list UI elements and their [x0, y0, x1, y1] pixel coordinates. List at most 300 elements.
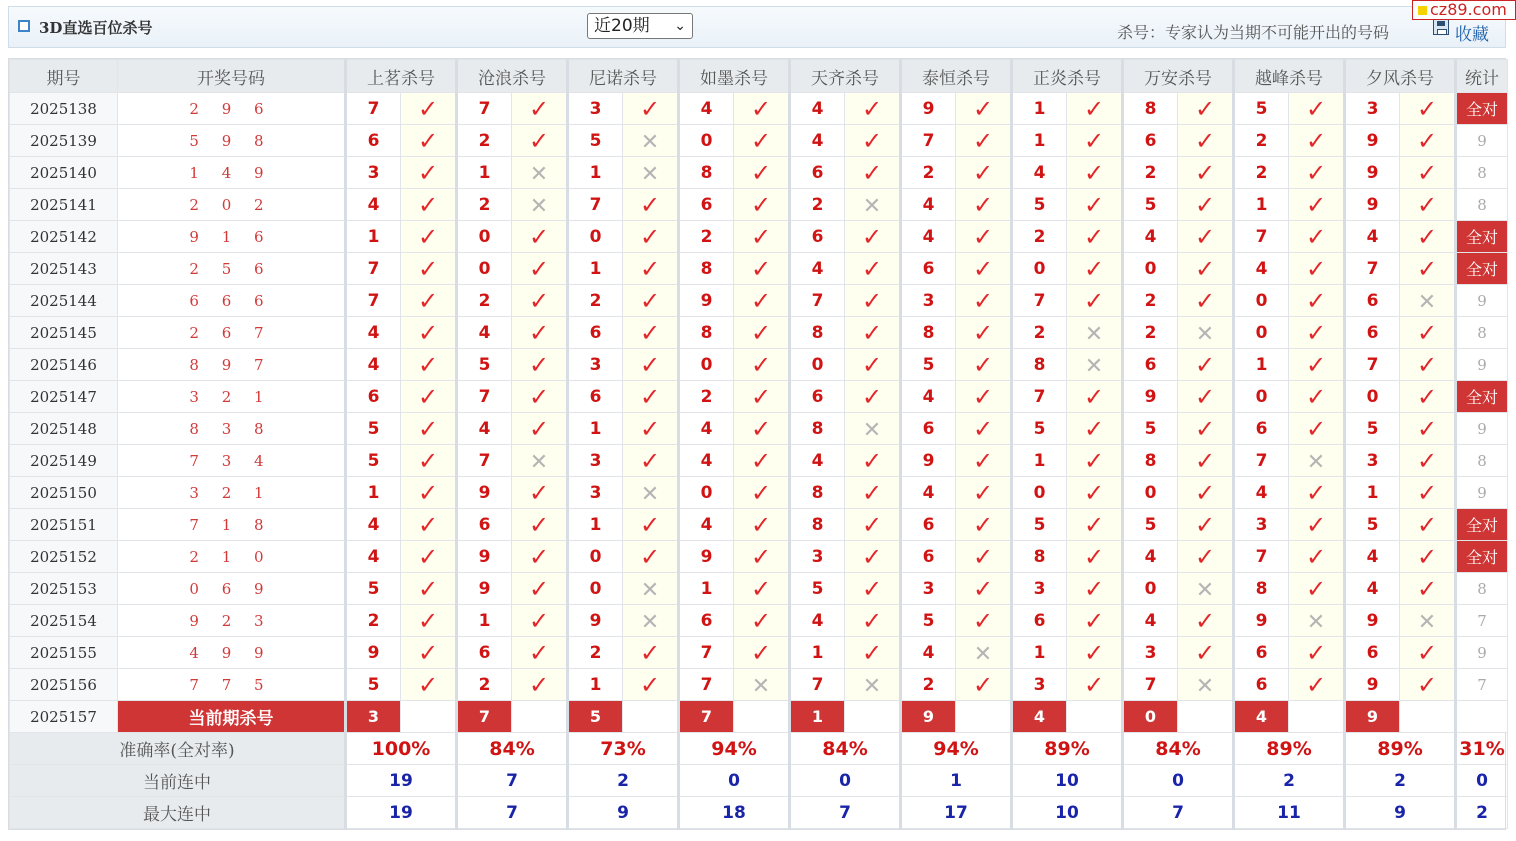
check-icon: ✓	[639, 638, 661, 667]
check-icon: ✓	[1305, 254, 1327, 283]
kill-number-cell: 3	[1012, 573, 1067, 605]
badge-square-icon	[1418, 6, 1427, 15]
kill-number-cell: 3	[1234, 509, 1289, 541]
kill-number-cell: 2	[346, 605, 401, 637]
summary-label: 准确率(全对率)	[10, 733, 346, 765]
result-mark-cell	[623, 285, 679, 317]
summary-value: 17	[901, 797, 1012, 829]
check-icon: ✓	[1305, 638, 1327, 667]
kill-number-cell: 6	[1123, 125, 1178, 157]
result-mark-cell	[401, 669, 457, 701]
result-mark-cell	[623, 349, 679, 381]
result-mark-cell	[1289, 93, 1345, 125]
check-icon: ✓	[417, 158, 439, 187]
kill-number-cell: 1	[790, 637, 845, 669]
result-mark-cell	[1067, 477, 1123, 509]
result-mark-cell	[623, 477, 679, 509]
result-mark-cell	[1400, 509, 1456, 541]
check-icon: ✓	[750, 254, 772, 283]
result-mark-cell	[1178, 637, 1234, 669]
kill-number-cell: 5	[1012, 509, 1067, 541]
kill-number-cell: 1	[457, 157, 512, 189]
result-mark-cell	[401, 93, 457, 125]
current-kill-number: 5	[568, 701, 623, 733]
result-mark-cell	[1178, 349, 1234, 381]
kill-number-cell: 8	[679, 317, 734, 349]
col-header-draw: 开奖号码	[118, 60, 346, 93]
check-icon: ✓	[417, 414, 439, 443]
kill-number-cell: 6	[1234, 669, 1289, 701]
result-mark-cell	[956, 669, 1012, 701]
stat-cell: 8	[1456, 573, 1508, 605]
kill-number-cell: 4	[346, 189, 401, 221]
check-icon: ✓	[528, 510, 550, 539]
result-mark-cell	[956, 477, 1012, 509]
result-mark-cell	[956, 381, 1012, 413]
check-icon: ✓	[639, 222, 661, 251]
kill-number-cell: 5	[901, 349, 956, 381]
check-icon: ✓	[1416, 670, 1438, 699]
result-mark-cell	[1067, 317, 1123, 349]
result-mark-cell	[1178, 285, 1234, 317]
kill-number-cell: 9	[679, 285, 734, 317]
result-mark-cell	[1289, 605, 1345, 637]
result-mark-cell	[1067, 157, 1123, 189]
check-icon: ✓	[639, 286, 661, 315]
result-mark-cell	[1289, 253, 1345, 285]
col-header-expert: 夕风杀号	[1345, 60, 1456, 93]
cross-icon: ✕	[1195, 673, 1215, 699]
check-icon: ✓	[1194, 382, 1216, 411]
current-blank-cell	[845, 701, 901, 733]
period-select[interactable]	[587, 13, 693, 39]
result-mark-cell	[512, 573, 568, 605]
kill-number-cell: 8	[790, 317, 845, 349]
check-icon: ✓	[528, 286, 550, 315]
kill-number-cell: 0	[1123, 253, 1178, 285]
kill-number-cell: 5	[1345, 413, 1400, 445]
kill-number-cell: 7	[790, 669, 845, 701]
stat-cell: 8	[1456, 157, 1508, 189]
current-kill-number: 7	[679, 701, 734, 733]
cross-icon: ✕	[640, 577, 660, 603]
result-mark-cell	[734, 381, 790, 413]
result-mark-cell	[1289, 125, 1345, 157]
table-row	[10, 317, 1508, 349]
result-mark-cell	[401, 637, 457, 669]
check-icon: ✓	[1416, 222, 1438, 251]
kill-number-cell: 0	[679, 349, 734, 381]
kill-number-cell: 6	[1012, 605, 1067, 637]
favorite-link[interactable]: 收藏	[1455, 25, 1489, 45]
result-mark-cell	[1400, 381, 1456, 413]
kill-number-cell: 4	[901, 221, 956, 253]
summary-row	[10, 797, 1508, 829]
stat-cell: 9	[1456, 349, 1508, 381]
result-mark-cell	[623, 541, 679, 573]
cross-icon: ✕	[1417, 289, 1437, 315]
result-mark-cell	[734, 637, 790, 669]
cross-icon: ✕	[862, 193, 882, 219]
check-icon: ✓	[528, 350, 550, 379]
check-icon: ✓	[1416, 446, 1438, 475]
summary-value: 84%	[1123, 733, 1234, 765]
check-icon: ✓	[1416, 542, 1438, 571]
result-mark-cell	[734, 669, 790, 701]
site-badge[interactable]: cz89.com	[1412, 0, 1516, 20]
kill-number-cell: 8	[1234, 573, 1289, 605]
page-title: 3D直选百位杀号	[39, 19, 153, 37]
table-row	[10, 669, 1508, 701]
kill-number-cell: 5	[1345, 509, 1400, 541]
kill-number-cell: 0	[1345, 381, 1400, 413]
kill-number-cell: 6	[457, 509, 512, 541]
check-icon: ✓	[1305, 670, 1327, 699]
result-mark-cell	[1400, 445, 1456, 477]
kill-number-cell: 7	[679, 637, 734, 669]
summary-value: 2	[568, 765, 679, 797]
check-icon: ✓	[417, 382, 439, 411]
kill-number-cell: 9	[457, 477, 512, 509]
result-mark-cell	[956, 253, 1012, 285]
result-mark-cell	[734, 541, 790, 573]
draw-number-cell: 2 1 0	[118, 541, 346, 573]
table-row	[10, 221, 1508, 253]
result-mark-cell	[512, 605, 568, 637]
result-mark-cell	[401, 253, 457, 285]
kill-number-cell: 8	[790, 477, 845, 509]
check-icon: ✓	[1194, 286, 1216, 315]
result-mark-cell	[512, 253, 568, 285]
check-icon: ✓	[417, 190, 439, 219]
header-bar	[8, 6, 1506, 48]
current-blank-cell	[734, 701, 790, 733]
result-mark-cell	[956, 445, 1012, 477]
check-icon: ✓	[750, 126, 772, 155]
kill-number-cell: 1	[1234, 349, 1289, 381]
result-mark-cell	[1178, 509, 1234, 541]
check-icon: ✓	[750, 318, 772, 347]
kill-number-cell: 2	[1123, 317, 1178, 349]
kill-number-cell: 4	[790, 605, 845, 637]
kill-number-cell: 0	[457, 253, 512, 285]
kill-number-cell: 6	[1234, 637, 1289, 669]
result-mark-cell	[1178, 253, 1234, 285]
issue-cell: 2025139	[10, 125, 118, 157]
kill-number-cell: 4	[346, 349, 401, 381]
stat-cell: 7	[1456, 669, 1508, 701]
check-icon: ✓	[972, 94, 994, 123]
draw-number-cell: 6 6 6	[118, 285, 346, 317]
kill-number-cell: 6	[1123, 349, 1178, 381]
kill-number-cell: 4	[457, 413, 512, 445]
result-mark-cell	[1067, 189, 1123, 221]
result-mark-cell	[1289, 221, 1345, 253]
issue-cell: 2025149	[10, 445, 118, 477]
kill-number-cell: 8	[1012, 349, 1067, 381]
current-blank-cell	[1289, 701, 1345, 733]
result-mark-cell	[956, 221, 1012, 253]
result-mark-cell	[845, 253, 901, 285]
result-mark-cell	[1067, 253, 1123, 285]
check-icon: ✓	[1083, 126, 1105, 155]
result-mark-cell	[845, 413, 901, 445]
stat-cell: 全对	[1456, 509, 1508, 541]
check-icon: ✓	[1416, 158, 1438, 187]
check-icon: ✓	[639, 670, 661, 699]
check-icon: ✓	[528, 414, 550, 443]
kill-number-cell: 0	[1123, 573, 1178, 605]
check-icon: ✓	[972, 670, 994, 699]
current-kill-number: 3	[346, 701, 401, 733]
table-row	[10, 93, 1508, 125]
check-icon: ✓	[528, 94, 550, 123]
cross-icon: ✕	[1084, 321, 1104, 347]
summary-stat: 0	[1456, 765, 1508, 797]
result-mark-cell	[1067, 573, 1123, 605]
check-icon: ✓	[417, 446, 439, 475]
result-mark-cell	[512, 157, 568, 189]
kill-number-cell: 2	[568, 637, 623, 669]
summary-value: 7	[1123, 797, 1234, 829]
check-icon: ✓	[750, 350, 772, 379]
current-blank-cell	[401, 701, 457, 733]
check-icon: ✓	[417, 318, 439, 347]
check-icon: ✓	[528, 670, 550, 699]
kill-number-cell: 3	[346, 157, 401, 189]
result-mark-cell	[1178, 605, 1234, 637]
result-mark-cell	[1067, 413, 1123, 445]
check-icon: ✓	[1416, 126, 1438, 155]
check-icon: ✓	[972, 510, 994, 539]
result-mark-cell	[1289, 189, 1345, 221]
check-icon: ✓	[861, 606, 883, 635]
result-mark-cell	[401, 477, 457, 509]
kill-number-cell: 8	[679, 253, 734, 285]
result-mark-cell	[512, 477, 568, 509]
table-row	[10, 349, 1508, 381]
current-blank-cell	[512, 701, 568, 733]
check-icon: ✓	[750, 542, 772, 571]
cross-icon: ✕	[640, 129, 660, 155]
result-mark-cell	[845, 285, 901, 317]
kill-number-cell: 5	[457, 349, 512, 381]
draw-number-cell: 1 4 9	[118, 157, 346, 189]
draw-number-cell: 2 6 7	[118, 317, 346, 349]
result-mark-cell	[1400, 221, 1456, 253]
check-icon: ✓	[1305, 158, 1327, 187]
check-icon: ✓	[861, 158, 883, 187]
result-mark-cell	[512, 285, 568, 317]
kill-number-cell: 3	[568, 349, 623, 381]
check-icon: ✓	[1416, 254, 1438, 283]
cross-icon: ✕	[751, 673, 771, 699]
kill-number-cell: 7	[1345, 349, 1400, 381]
kill-number-cell: 9	[1234, 605, 1289, 637]
result-mark-cell	[956, 413, 1012, 445]
result-mark-cell	[956, 93, 1012, 125]
result-mark-cell	[512, 509, 568, 541]
summary-value: 94%	[901, 733, 1012, 765]
check-icon: ✓	[750, 446, 772, 475]
check-icon: ✓	[1083, 158, 1105, 187]
check-icon: ✓	[972, 446, 994, 475]
kill-number-cell: 5	[1012, 413, 1067, 445]
check-icon: ✓	[1416, 478, 1438, 507]
summary-value: 89%	[1345, 733, 1456, 765]
issue-cell: 2025140	[10, 157, 118, 189]
kill-number-cell: 6	[790, 221, 845, 253]
col-header-expert: 上茗杀号	[346, 60, 457, 93]
result-mark-cell	[401, 573, 457, 605]
summary-value: 89%	[1012, 733, 1123, 765]
table-header-row	[10, 60, 1508, 93]
result-mark-cell	[512, 413, 568, 445]
kill-number-cell: 4	[346, 509, 401, 541]
current-kill-number: 4	[1234, 701, 1289, 733]
result-mark-cell	[401, 125, 457, 157]
summary-value: 9	[1345, 797, 1456, 829]
kill-number-cell: 6	[901, 253, 956, 285]
result-mark-cell	[734, 285, 790, 317]
current-blank-cell	[1400, 701, 1456, 733]
kill-number-cell: 8	[1123, 445, 1178, 477]
result-mark-cell	[734, 605, 790, 637]
kill-number-cell: 8	[790, 509, 845, 541]
result-mark-cell	[1400, 573, 1456, 605]
kill-number-cell: 2	[568, 285, 623, 317]
kill-number-cell: 1	[679, 573, 734, 605]
kill-number-cell: 4	[1345, 573, 1400, 605]
col-header-stat: 统计	[1456, 60, 1508, 93]
cross-icon: ✕	[1195, 321, 1215, 347]
issue-cell: 2025152	[10, 541, 118, 573]
kill-number-cell: 2	[679, 221, 734, 253]
stat-cell: 9	[1456, 285, 1508, 317]
kill-number-table-wrap	[8, 58, 1506, 830]
summary-value: 0	[679, 765, 790, 797]
check-icon: ✓	[750, 510, 772, 539]
result-mark-cell	[401, 509, 457, 541]
check-icon: ✓	[861, 94, 883, 123]
col-header-expert: 万安杀号	[1123, 60, 1234, 93]
result-mark-cell	[623, 605, 679, 637]
current-kill-number: 9	[1345, 701, 1400, 733]
check-icon: ✓	[972, 542, 994, 571]
result-mark-cell	[1067, 445, 1123, 477]
draw-number-cell: 8 9 7	[118, 349, 346, 381]
check-icon: ✓	[639, 510, 661, 539]
col-header-expert: 越峰杀号	[1234, 60, 1345, 93]
kill-number-cell: 1	[1012, 637, 1067, 669]
checkbox-icon[interactable]	[18, 20, 30, 32]
current-kill-number: 1	[790, 701, 845, 733]
kill-number-cell: 4	[679, 413, 734, 445]
col-header-expert: 尼诺杀号	[568, 60, 679, 93]
result-mark-cell	[1400, 317, 1456, 349]
check-icon: ✓	[861, 222, 883, 251]
kill-number-cell: 1	[346, 477, 401, 509]
check-icon: ✓	[1194, 222, 1216, 251]
stat-cell: 全对	[1456, 253, 1508, 285]
result-mark-cell	[623, 573, 679, 605]
kill-number-cell: 9	[346, 637, 401, 669]
kill-number-cell: 2	[1012, 221, 1067, 253]
check-icon: ✓	[1194, 542, 1216, 571]
kill-number-cell: 8	[1123, 93, 1178, 125]
issue-cell: 2025153	[10, 573, 118, 605]
result-mark-cell	[956, 509, 1012, 541]
kill-number-cell: 5	[901, 605, 956, 637]
result-mark-cell	[1289, 317, 1345, 349]
kill-number-cell: 8	[790, 413, 845, 445]
result-mark-cell	[734, 189, 790, 221]
kill-number-cell: 2	[1234, 157, 1289, 189]
result-mark-cell	[512, 189, 568, 221]
kill-number-table	[9, 59, 1508, 829]
cross-icon: ✕	[973, 641, 993, 667]
check-icon: ✓	[972, 158, 994, 187]
issue-cell: 2025138	[10, 93, 118, 125]
result-mark-cell	[512, 93, 568, 125]
check-icon: ✓	[1305, 350, 1327, 379]
kill-number-cell: 8	[901, 317, 956, 349]
kill-number-cell: 4	[1234, 253, 1289, 285]
result-mark-cell	[623, 637, 679, 669]
result-mark-cell	[1400, 637, 1456, 669]
check-icon: ✓	[639, 318, 661, 347]
check-icon: ✓	[750, 606, 772, 635]
kill-number-cell: 0	[679, 477, 734, 509]
check-icon: ✓	[861, 446, 883, 475]
table-row	[10, 381, 1508, 413]
summary-value: 18	[679, 797, 790, 829]
current-kill-label: 当前期杀号	[118, 701, 346, 733]
result-mark-cell	[1067, 285, 1123, 317]
result-mark-cell	[845, 189, 901, 221]
save-icon[interactable]	[1433, 19, 1449, 35]
result-mark-cell	[1400, 93, 1456, 125]
result-mark-cell	[1178, 445, 1234, 477]
check-icon: ✓	[417, 126, 439, 155]
kill-number-cell: 7	[346, 285, 401, 317]
result-mark-cell	[845, 349, 901, 381]
kill-number-cell: 9	[1345, 125, 1400, 157]
kill-number-cell: 8	[1012, 541, 1067, 573]
result-mark-cell	[1400, 253, 1456, 285]
current-blank-cell	[1178, 701, 1234, 733]
result-mark-cell	[1067, 93, 1123, 125]
result-mark-cell	[1178, 541, 1234, 573]
issue-cell: 2025143	[10, 253, 118, 285]
kill-number-cell: 2	[1123, 157, 1178, 189]
result-mark-cell	[1400, 605, 1456, 637]
kill-number-cell: 7	[1345, 253, 1400, 285]
issue-cell: 2025151	[10, 509, 118, 541]
kill-number-cell: 1	[457, 605, 512, 637]
draw-number-cell: 2 0 2	[118, 189, 346, 221]
result-mark-cell	[1067, 125, 1123, 157]
kill-number-cell: 0	[568, 541, 623, 573]
kill-number-cell: 0	[1012, 477, 1067, 509]
result-mark-cell	[623, 93, 679, 125]
check-icon: ✓	[639, 94, 661, 123]
result-mark-cell	[845, 157, 901, 189]
issue-cell: 2025147	[10, 381, 118, 413]
result-mark-cell	[1400, 125, 1456, 157]
kill-number-cell: 7	[457, 381, 512, 413]
result-mark-cell	[956, 189, 1012, 221]
